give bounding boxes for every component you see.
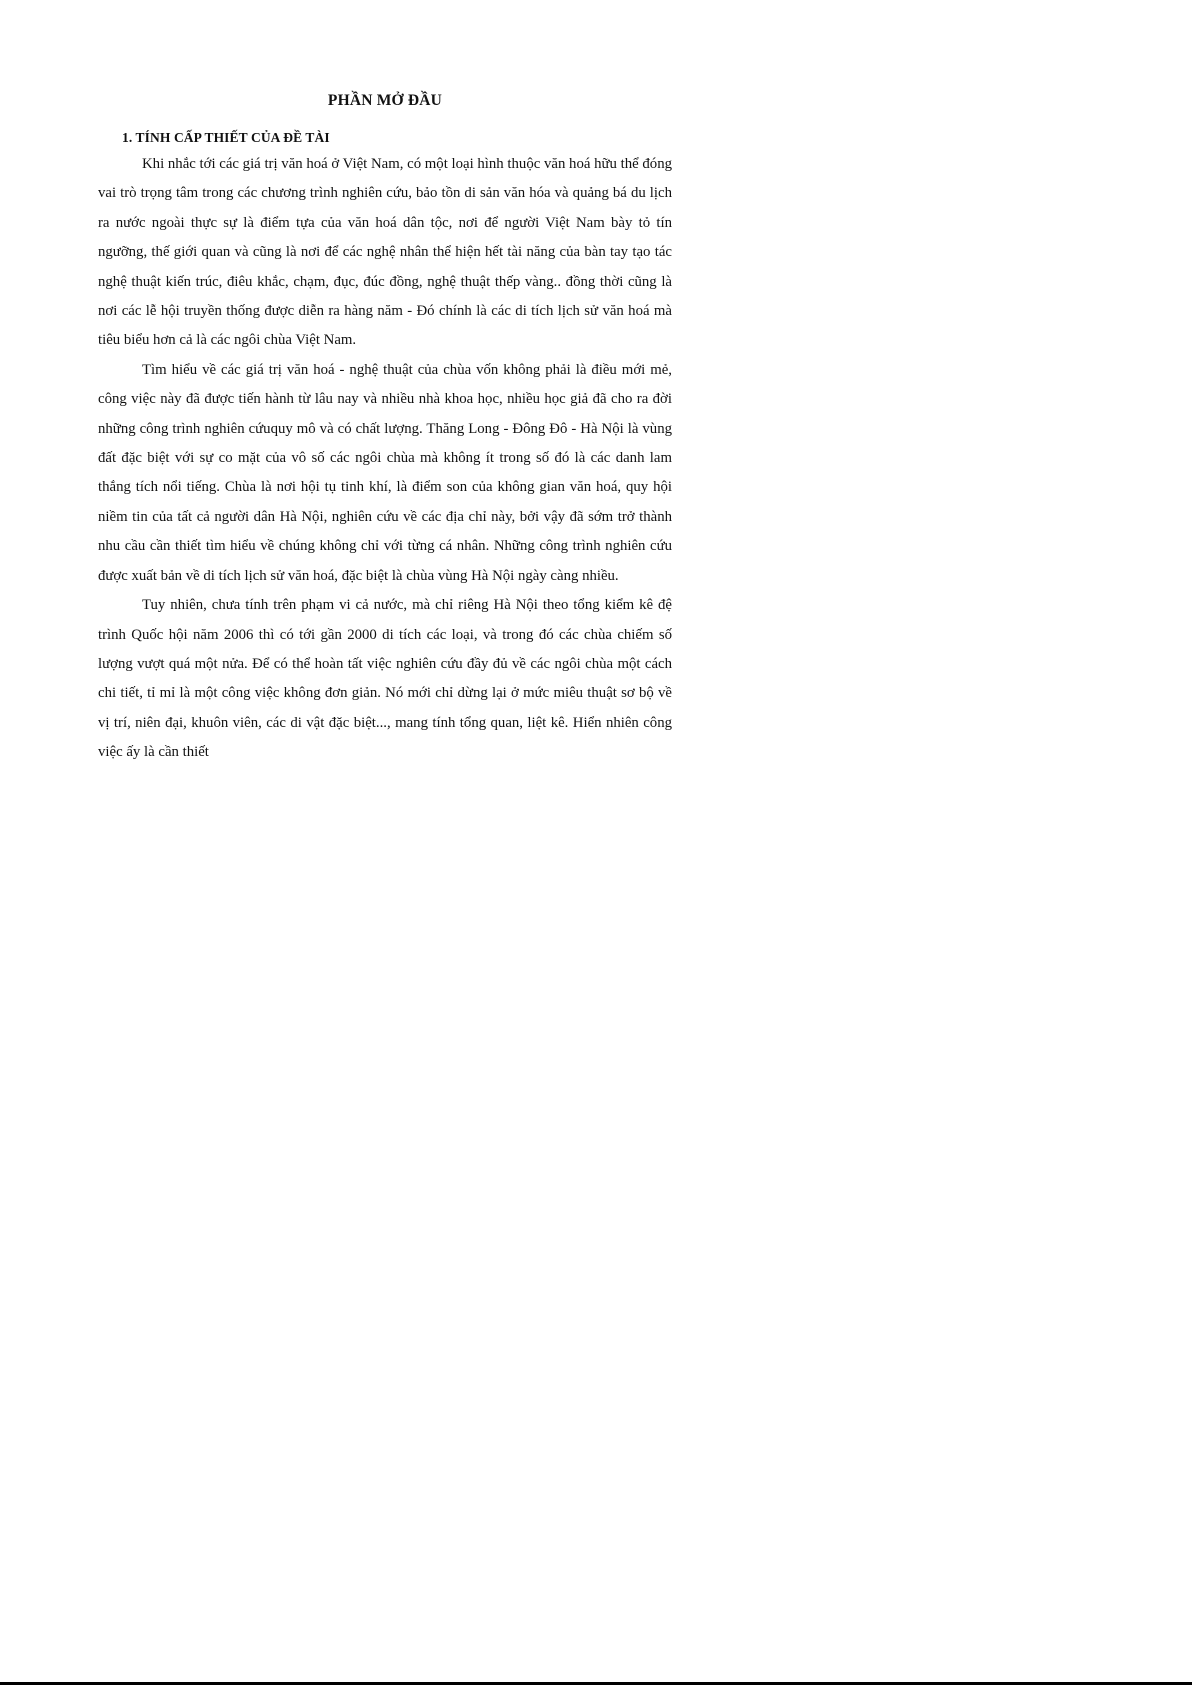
paragraph-3: Tuy nhiên, chưa tính trên phạm vi cả nước, mà chỉ riêng Hà Nội theo tổng kiểm kê đệ trình Quốc hội năm 2006 thì có tới gần 2000 di tích các loại, và trong đó các chùa chiếm số lượng vượt quá một nửa. Để có thể hoàn tất việc nghiên cứu đầy đủ về các ngôi chùa một cách chi tiết, tỉ mỉ là một công việc không đơn giản. Nó mới chỉ dừng lại ở mức miêu thuật sơ bộ về vị trí, niên đại, khuôn viên, các di vật đặc biệt..., mang tính tổng quan, liệt kê. Hiển nhiên công việc ấy là cần thiết [98, 597, 672, 761]
document-title: PHẦN MỞ ĐẦU [327, 92, 443, 109]
paragraph-1: Khi nhắc tới các giá trị văn hoá ở Việt Nam, có một loại hình thuộc văn hoá hữu thể đóng vai trò trọng tâm trong các chương trình nghiên cứu, bảo tồn di sản văn hóa và quảng bá du lịch ra nước ngoài thực sự là điểm tựa của văn hoá dân tộc, nơi để người Việt Nam bày tỏ tín ngưỡng, thế giới quan và cũng là nơi để các nghệ nhân thể hiện hết tài năng của bàn tay tạo tác nghệ thuật kiến trúc, điêu khắc, chạm, đục, đúc đồng, nghệ thuật thếp vàng.. đồng thời cũng là nơi các lễ hội truyền thống được diễn ra hàng năm - Đó chính là các di tích lịch sử văn hoá mà tiêu biểu hơn cả là các ngôi chùa Việt Nam. [98, 156, 672, 349]
paragraph-2: Tìm hiểu về các giá trị văn hoá - nghệ thuật của chùa vốn không phải là điều mới mẻ, công việc này đã được tiến hành từ lâu nay và nhiều nhà khoa học, nhiều học giả đã cho ra đời những công trình nghiên cứuquy mô và có chất lượng. Thăng Long - Đông Đô - Hà Nội là vùng đất đặc biệt với sự co mặt của vô số các ngôi chùa mà không ít trong số đó là các danh lam thắng tích nổi tiếng. Chùa là nơi hội tụ tinh khí, là điểm son của không gian văn hoá, quy hội niềm tin của tất cả người dân Hà Nội, nghiên cứu về các địa chỉ này, bởi vậy đã sớm trở thành nhu cầu cần thiết tìm hiểu về chúng không chỉ với từng cá nhân. Những công trình nghiên cứu được xuất bản về di tích lịch sử văn hoá, đặc biệt là chùa vùng Hà Nội ngày càng nhiều. [98, 361, 672, 584]
section-heading: 1. TÍNH CẤP THIẾT CỦA ĐỀ TÀI [122, 130, 330, 145]
document-page [98, 92, 672, 768]
